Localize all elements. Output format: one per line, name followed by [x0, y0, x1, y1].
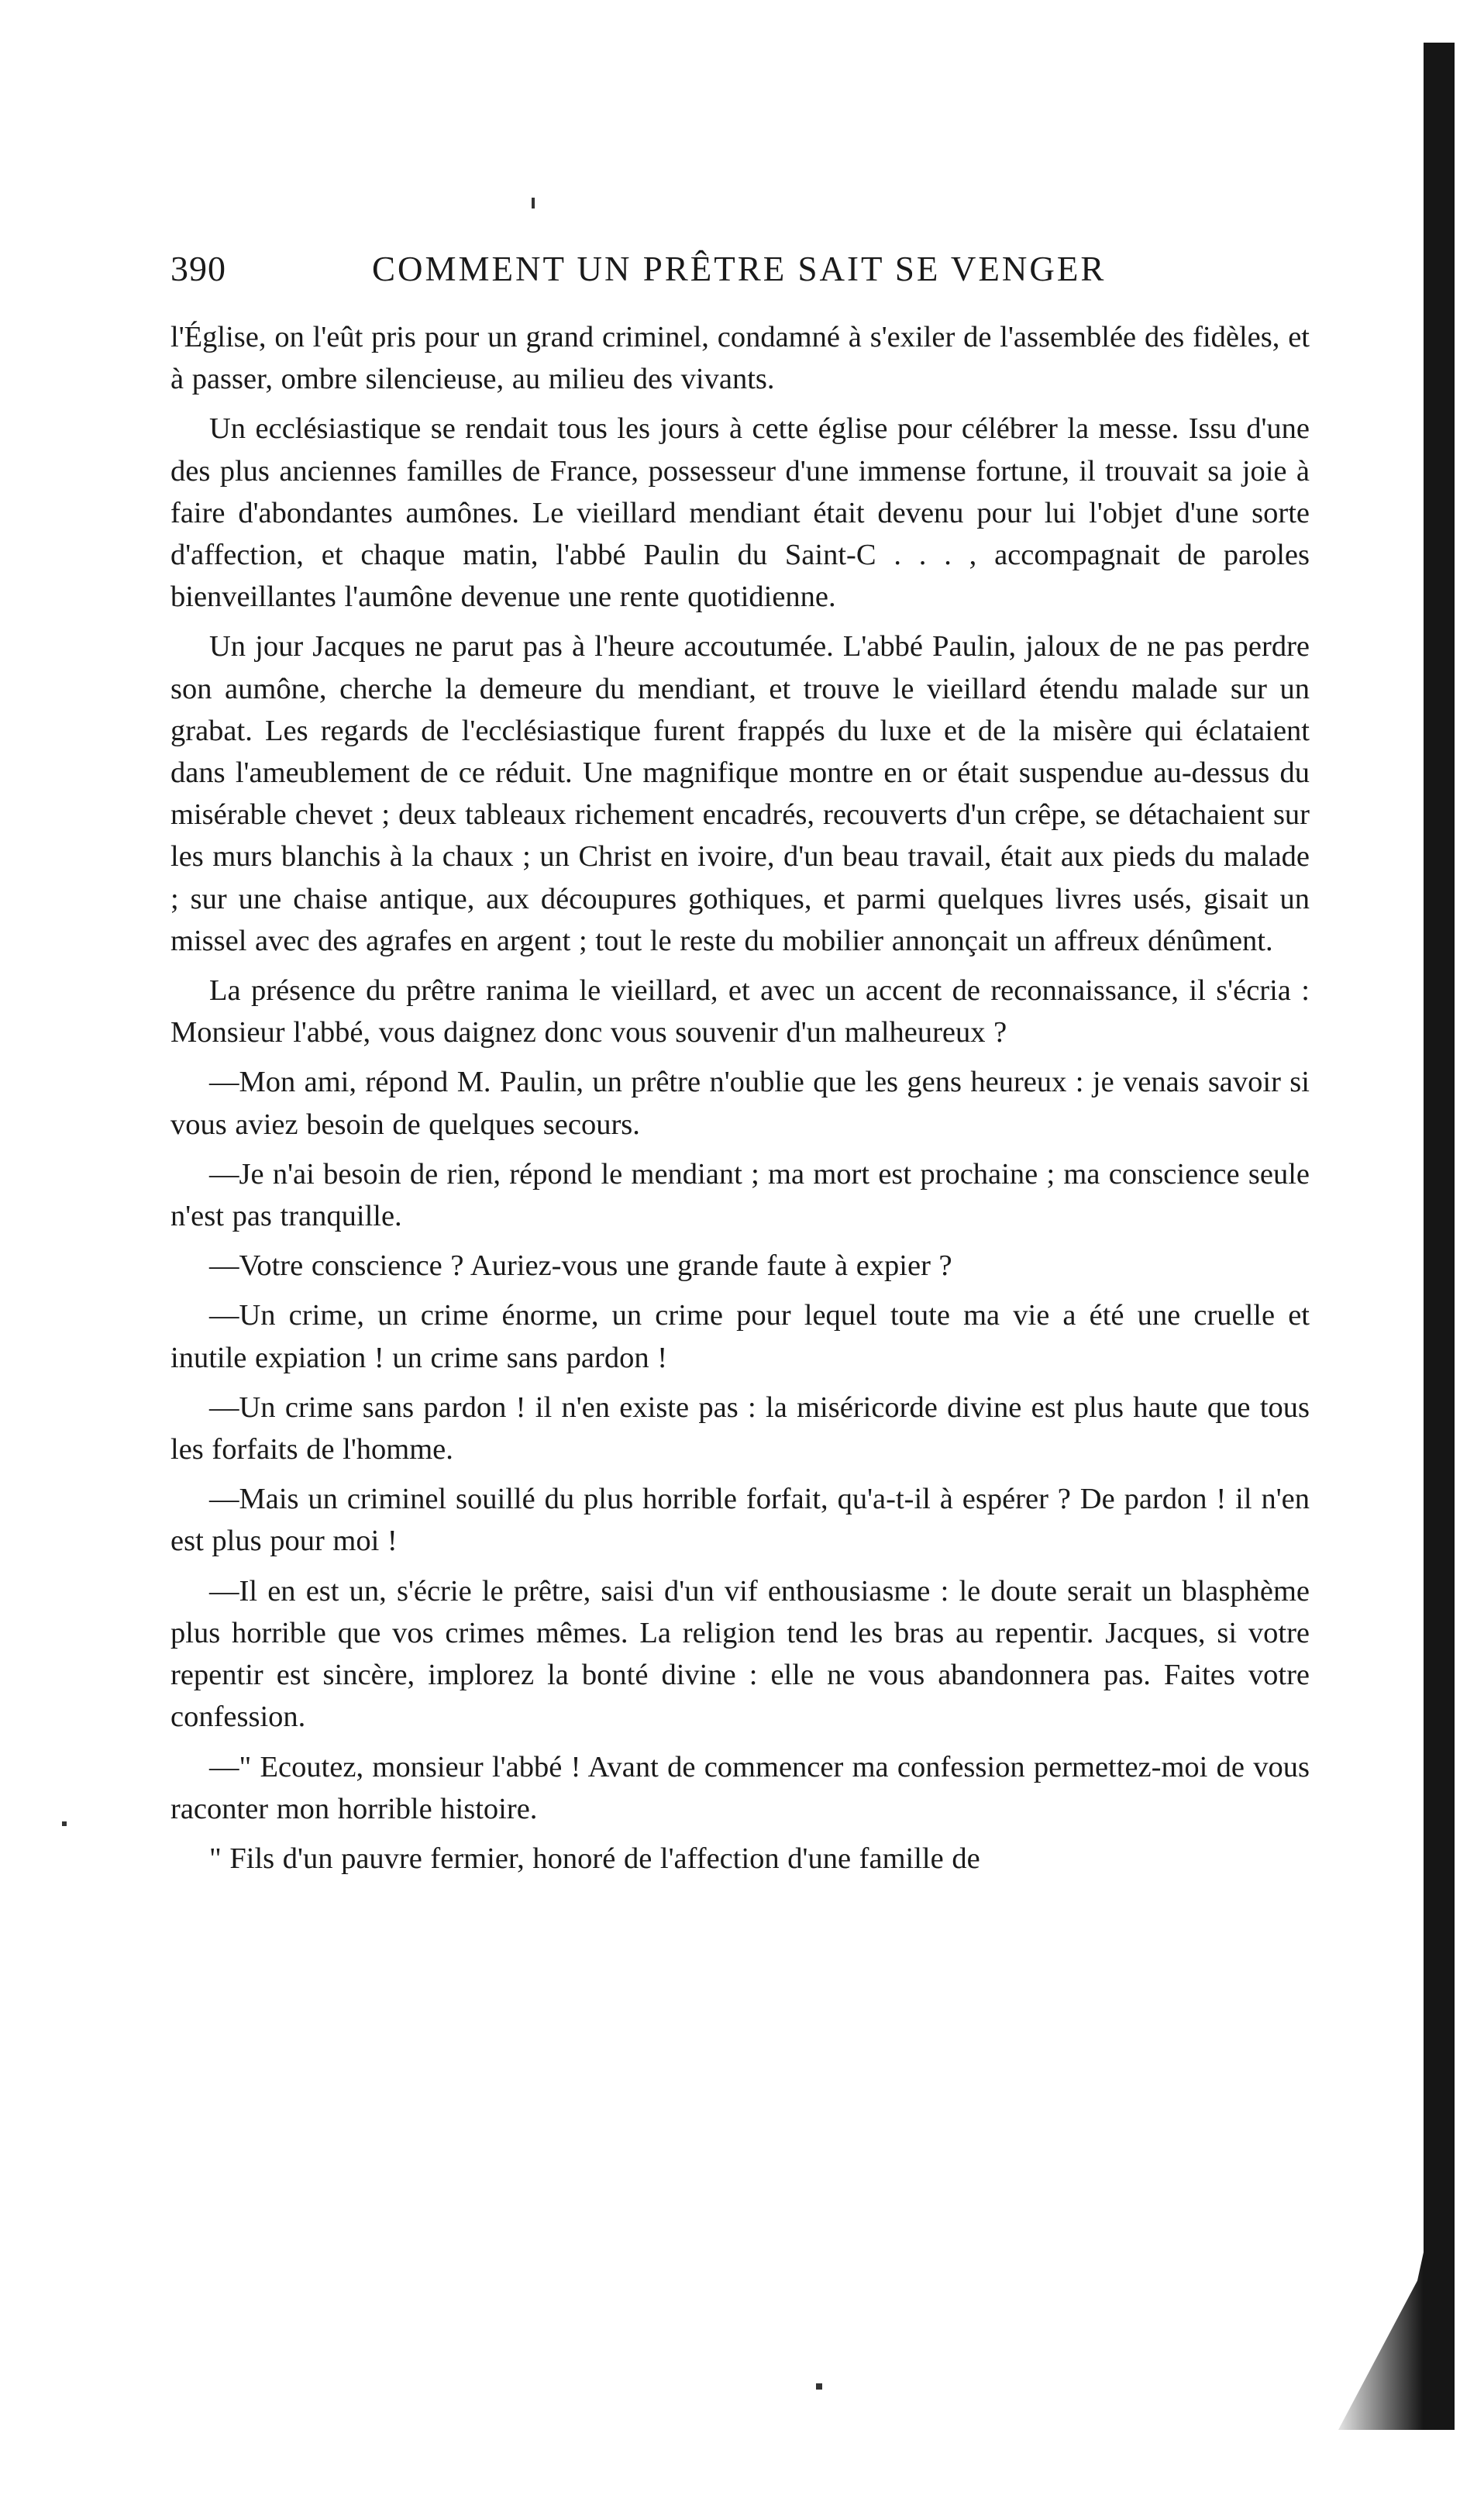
paragraph: l'Église, on l'eût pris pour un grand criminel, condamné à s'exiler de l'assemblée des fidèles, et à passer, ombre silencieuse, au milieu des vivants. — [170, 321, 1310, 396]
scan-speck — [532, 198, 535, 208]
paragraph: —Mon ami, répond M. Paulin, un prêtre n'oublie que les gens heureux : je venais savoir si vous aviez besoin de quelques secours. — [170, 1066, 1310, 1141]
paragraph: Un ecclésiastique se rendait tous les jours à cette église pour célébrer la messe. Issu d'une des plus anciennes familles de France, possesseur d'une immense fortune, il trouvait sa joie à faire d'abondantes aumônes. Le vieillard mendiant était devenu pour lui l'objet d'une sorte d'affection, et chaque matin, l'abbé Paulin du Saint-C . . . , accompagnait de paroles bienveillantes l'aumône devenue une rente quotidienne. — [170, 412, 1310, 614]
paragraph: Un jour Jacques ne parut pas à l'heure accoutumée. L'abbé Paulin, jaloux de ne pas perdre son aumône, cherche la demeure du mendiant, et trouve le vieillard étendu malade sur un grabat. Les regards de l'ecclésiastique furent frappés du luxe et de la misère qui éclataient dans l'ameublement de ce réduit. Une magnifique montre en or était suspendue au-dessus du misérable chevet ; deux tableaux richement encadrés, recouverts d'un crêpe, se détachaient sur les murs blanchis à la chaux ; un Christ en ivoire, d'un beau travail, était aux pieds du malade ; sur une chaise antique, aux découpures gothiques, et parmi quelques livres usés, gisait un missel avec des agrafes en argent ; tout le reste du mobilier annonçait un affreux dénûment. — [170, 630, 1310, 957]
paragraph: —Votre conscience ? Auriez-vous une grande faute à expier ? — [209, 1249, 952, 1283]
running-head — [170, 248, 1310, 295]
scan-speck — [62, 1821, 67, 1826]
body-text — [170, 316, 1310, 1880]
book-page — [170, 248, 1310, 1887]
paragraph: —" Ecoutez, monsieur l'abbé ! Avant de commencer ma confession permettez-moi de vous raconter mon horrible histoire. — [170, 1750, 1310, 1825]
paragraph: La présence du prêtre ranima le vieillard, et avec un accent de reconnaissance, il s'écria : Monsieur l'abbé, vous daignez donc vous souvenir d'un malheureux ? — [170, 974, 1310, 1049]
paragraph: —Il en est un, s'écrie le prêtre, saisi d'un vif enthousiasme : le doute serait un blasphème plus horrible que vos crimes mêmes. La religion tend les bras au repentir. Jacques, si votre repentir est sincère, implorez la bonté divine : elle ne vous abandonnera pas. Faites votre confession. — [170, 1574, 1310, 1734]
page-number: 390 — [170, 249, 226, 288]
paragraph: —Mais un criminel souillé du plus horrible forfait, qu'a-t-il à espérer ? De pardon ! il n'en est plus pour moi ! — [170, 1483, 1310, 1558]
running-title: COMMENT UN PRÊTRE SAIT SE VENGER — [372, 250, 1107, 288]
paragraph: —Un crime, un crime énorme, un crime pour lequel toute ma vie a été une cruelle et inutile expiation ! un crime sans pardon ! — [170, 1299, 1310, 1374]
paragraph: —Je n'ai besoin de rien, répond le mendiant ; ma mort est prochaine ; ma conscience seule n'est pas tranquille. — [170, 1157, 1310, 1233]
scan-speck — [816, 2383, 822, 2390]
paragraph: " Fils d'un pauvre fermier, honoré de l'affection d'une famille de — [209, 1842, 980, 1875]
scan-page-edge-curl — [1338, 2217, 1455, 2430]
paragraph: —Un crime sans pardon ! il n'en existe pas : la miséricorde divine est plus haute que tous les forfaits de l'homme. — [170, 1390, 1310, 1466]
scan-page-edge — [1424, 43, 1455, 2430]
